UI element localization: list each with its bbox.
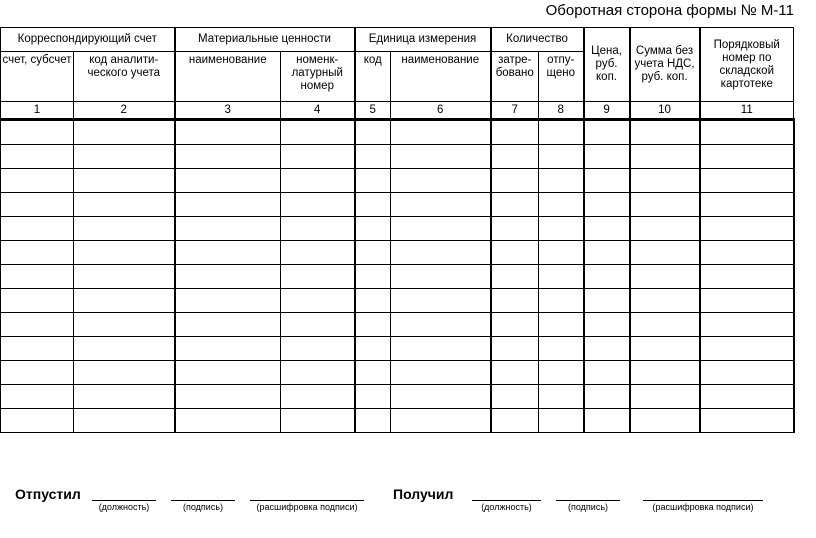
header-sum: Сумма без учета НДС, руб. коп. <box>630 28 700 102</box>
table-cell[interactable] <box>700 337 794 361</box>
table-cell[interactable] <box>175 193 281 217</box>
table-cell[interactable] <box>1 361 74 385</box>
received-position-line[interactable] <box>472 500 541 501</box>
table-cell[interactable] <box>700 217 794 241</box>
subheader-account: счет, субсчет <box>1 52 74 102</box>
column-number: 2 <box>74 102 175 120</box>
column-number: 10 <box>630 102 700 120</box>
table-cell[interactable] <box>584 337 630 361</box>
table-cell[interactable] <box>74 337 175 361</box>
table-row <box>1 217 794 241</box>
table-cell[interactable] <box>584 385 630 409</box>
table-cell[interactable] <box>1 409 74 433</box>
table-cell[interactable] <box>391 289 491 313</box>
table-cell[interactable] <box>281 385 355 409</box>
table-cell[interactable] <box>175 313 281 337</box>
table-cell[interactable] <box>175 145 281 169</box>
released-decoding-line[interactable] <box>250 500 364 501</box>
table-cell[interactable] <box>584 193 630 217</box>
table-cell[interactable] <box>175 217 281 241</box>
table-cell[interactable] <box>391 337 491 361</box>
table-cell[interactable] <box>355 313 391 337</box>
released-decoding-caption: (расшифровка подписи) <box>256 502 358 512</box>
table-cell[interactable] <box>700 313 794 337</box>
table-cell[interactable] <box>584 265 630 289</box>
column-number: 5 <box>355 102 391 120</box>
table-cell[interactable] <box>281 145 355 169</box>
table-row <box>1 313 794 337</box>
table-cell[interactable] <box>584 120 630 145</box>
header-card-number: Порядковый номер по складской картотеке <box>700 28 794 102</box>
table-cell[interactable] <box>630 120 700 145</box>
table-cell[interactable] <box>491 217 539 241</box>
table-cell[interactable] <box>74 241 175 265</box>
table-cell[interactable] <box>74 145 175 169</box>
subheader-mv-name: наименование <box>175 52 281 102</box>
table-cell[interactable] <box>1 169 74 193</box>
table-cell[interactable] <box>1 385 74 409</box>
table-cell[interactable] <box>630 169 700 193</box>
table-cell[interactable] <box>74 361 175 385</box>
table-cell[interactable] <box>281 265 355 289</box>
table-cell[interactable] <box>491 313 539 337</box>
table-cell[interactable] <box>355 120 391 145</box>
table-cell[interactable] <box>74 265 175 289</box>
released-by-label: Отпустил <box>15 486 81 502</box>
table-cell[interactable] <box>700 145 794 169</box>
received-decoding-caption: (расшифровка подписи) <box>652 502 754 512</box>
table-cell[interactable] <box>539 337 584 361</box>
column-number: 4 <box>281 102 355 120</box>
table-cell[interactable] <box>74 409 175 433</box>
subheader-unit-code: код <box>355 52 391 102</box>
subheader-nomenclature-number: номенк-латурный номер <box>281 52 355 102</box>
table-cell[interactable] <box>175 120 281 145</box>
table-cell[interactable] <box>1 120 74 145</box>
table-cell[interactable] <box>281 361 355 385</box>
table-cell[interactable] <box>281 241 355 265</box>
received-signature-caption: (подпись) <box>567 502 609 512</box>
header-material-values: Материальные ценности <box>175 28 355 52</box>
table-cell[interactable] <box>281 193 355 217</box>
table-cell[interactable] <box>391 265 491 289</box>
table-cell[interactable] <box>281 169 355 193</box>
table-cell[interactable] <box>584 145 630 169</box>
released-position-line[interactable] <box>92 500 156 501</box>
table-cell[interactable] <box>1 241 74 265</box>
table-cell[interactable] <box>175 337 281 361</box>
table-cell[interactable] <box>539 193 584 217</box>
table-cell[interactable] <box>1 289 74 313</box>
table-cell[interactable] <box>391 361 491 385</box>
table-cell[interactable] <box>355 145 391 169</box>
table-cell[interactable] <box>630 409 700 433</box>
table-cell[interactable] <box>391 169 491 193</box>
table-row <box>1 193 794 217</box>
table-cell[interactable] <box>491 265 539 289</box>
table-cell[interactable] <box>584 289 630 313</box>
table-cell[interactable] <box>74 217 175 241</box>
materials-table <box>0 27 795 433</box>
table-cell[interactable] <box>355 169 391 193</box>
table-cell[interactable] <box>175 289 281 313</box>
released-signature-line[interactable] <box>171 500 235 501</box>
table-cell[interactable] <box>700 193 794 217</box>
table-cell[interactable] <box>355 193 391 217</box>
signature-block <box>0 484 816 524</box>
table-cell[interactable] <box>491 120 539 145</box>
column-number: 11 <box>700 102 794 120</box>
table-cell[interactable] <box>539 120 584 145</box>
table-cell[interactable] <box>491 409 539 433</box>
table-cell[interactable] <box>630 193 700 217</box>
table-cell[interactable] <box>175 241 281 265</box>
table-cell[interactable] <box>630 313 700 337</box>
table-cell[interactable] <box>491 289 539 313</box>
table-cell[interactable] <box>1 145 74 169</box>
table-cell[interactable] <box>584 361 630 385</box>
table-cell[interactable] <box>281 337 355 361</box>
table-cell[interactable] <box>491 361 539 385</box>
table-body <box>1 120 794 433</box>
table-cell[interactable] <box>355 337 391 361</box>
table-cell[interactable] <box>584 241 630 265</box>
header-corr-account: Корреспондирующий счет <box>1 28 175 52</box>
table-cell[interactable] <box>175 265 281 289</box>
table-cell[interactable] <box>630 337 700 361</box>
subheader-unit-name: наименование <box>391 52 491 102</box>
table-cell[interactable] <box>491 193 539 217</box>
table-cell[interactable] <box>355 265 391 289</box>
table-row <box>1 265 794 289</box>
table-cell[interactable] <box>74 385 175 409</box>
subheader-requested: затре-бовано <box>491 52 539 102</box>
table-cell[interactable] <box>175 385 281 409</box>
table-row <box>1 361 794 385</box>
table-cell[interactable] <box>355 289 391 313</box>
table-cell[interactable] <box>539 313 584 337</box>
received-by-label: Получил <box>393 486 454 502</box>
table-cell[interactable] <box>175 361 281 385</box>
table-cell[interactable] <box>74 193 175 217</box>
received-decoding-line[interactable] <box>643 500 763 501</box>
received-signature-line[interactable] <box>556 500 620 501</box>
table-row <box>1 145 794 169</box>
table-cell[interactable] <box>281 217 355 241</box>
table-cell[interactable] <box>630 217 700 241</box>
table-cell[interactable] <box>175 169 281 193</box>
table-cell[interactable] <box>391 409 491 433</box>
table-cell[interactable] <box>700 120 794 145</box>
table-cell[interactable] <box>539 145 584 169</box>
table-cell[interactable] <box>700 169 794 193</box>
table-cell[interactable] <box>1 337 74 361</box>
subheader-analytic-code: код аналити-ческого учета <box>74 52 175 102</box>
form-title: Оборотная сторона формы № М-11 <box>545 2 794 19</box>
table-cell[interactable] <box>700 385 794 409</box>
table-row <box>1 120 794 145</box>
table-cell[interactable] <box>539 289 584 313</box>
table-cell[interactable] <box>391 385 491 409</box>
header-price: Цена, руб. коп. <box>584 28 630 102</box>
table-cell[interactable] <box>700 289 794 313</box>
table-cell[interactable] <box>391 193 491 217</box>
table-cell[interactable] <box>391 145 491 169</box>
table-cell[interactable] <box>539 361 584 385</box>
table-cell[interactable] <box>1 265 74 289</box>
table-cell[interactable] <box>539 217 584 241</box>
received-position-caption: (должность) <box>481 502 532 512</box>
released-signature-caption: (подпись) <box>182 502 224 512</box>
table-row <box>1 337 794 361</box>
table-cell[interactable] <box>584 409 630 433</box>
column-number: 8 <box>539 102 584 120</box>
table-cell[interactable] <box>491 385 539 409</box>
table-cell[interactable] <box>630 385 700 409</box>
table-cell[interactable] <box>630 145 700 169</box>
table-row <box>1 289 794 313</box>
table-cell[interactable] <box>584 169 630 193</box>
table-cell[interactable] <box>281 289 355 313</box>
table-cell[interactable] <box>584 313 630 337</box>
table-cell[interactable] <box>175 409 281 433</box>
table-cell[interactable] <box>700 361 794 385</box>
table-cell[interactable] <box>491 145 539 169</box>
table-row <box>1 385 794 409</box>
header-unit: Единица измерения <box>355 28 491 52</box>
table-cell[interactable] <box>700 241 794 265</box>
table-cell[interactable] <box>491 337 539 361</box>
table-cell[interactable] <box>1 193 74 217</box>
column-number: 3 <box>175 102 281 120</box>
table-cell[interactable] <box>355 361 391 385</box>
column-number: 1 <box>1 102 74 120</box>
table-cell[interactable] <box>74 120 175 145</box>
table-cell[interactable] <box>630 265 700 289</box>
table-cell[interactable] <box>391 120 491 145</box>
table-cell[interactable] <box>281 409 355 433</box>
table-cell[interactable] <box>539 385 584 409</box>
table-cell[interactable] <box>391 313 491 337</box>
table-cell[interactable] <box>539 169 584 193</box>
table-cell[interactable] <box>584 217 630 241</box>
table-cell[interactable] <box>1 313 74 337</box>
column-number: 9 <box>584 102 630 120</box>
column-number: 6 <box>391 102 491 120</box>
header-quantity: Количество <box>491 28 584 52</box>
table-cell[interactable] <box>491 169 539 193</box>
table-cell[interactable] <box>630 361 700 385</box>
subheader-released: отпу-щено <box>539 52 584 102</box>
table-cell[interactable] <box>630 289 700 313</box>
table-cell[interactable] <box>539 409 584 433</box>
table-cell[interactable] <box>281 313 355 337</box>
table-cell[interactable] <box>539 265 584 289</box>
table-row <box>1 241 794 265</box>
table-cell[interactable] <box>74 169 175 193</box>
table-cell[interactable] <box>355 241 391 265</box>
table-cell[interactable] <box>700 265 794 289</box>
column-number: 7 <box>491 102 539 120</box>
table-cell[interactable] <box>700 409 794 433</box>
table-row <box>1 409 794 433</box>
table-cell[interactable] <box>74 289 175 313</box>
table-cell[interactable] <box>630 241 700 265</box>
table-cell[interactable] <box>1 217 74 241</box>
table-cell[interactable] <box>491 241 539 265</box>
table-cell[interactable] <box>355 409 391 433</box>
released-position-caption: (должность) <box>98 502 150 512</box>
table-row <box>1 169 794 193</box>
table-cell[interactable] <box>355 217 391 241</box>
table-cell[interactable] <box>74 313 175 337</box>
table-cell[interactable] <box>391 217 491 241</box>
table-cell[interactable] <box>281 120 355 145</box>
table-cell[interactable] <box>391 241 491 265</box>
table-cell[interactable] <box>539 241 584 265</box>
table-cell[interactable] <box>355 385 391 409</box>
